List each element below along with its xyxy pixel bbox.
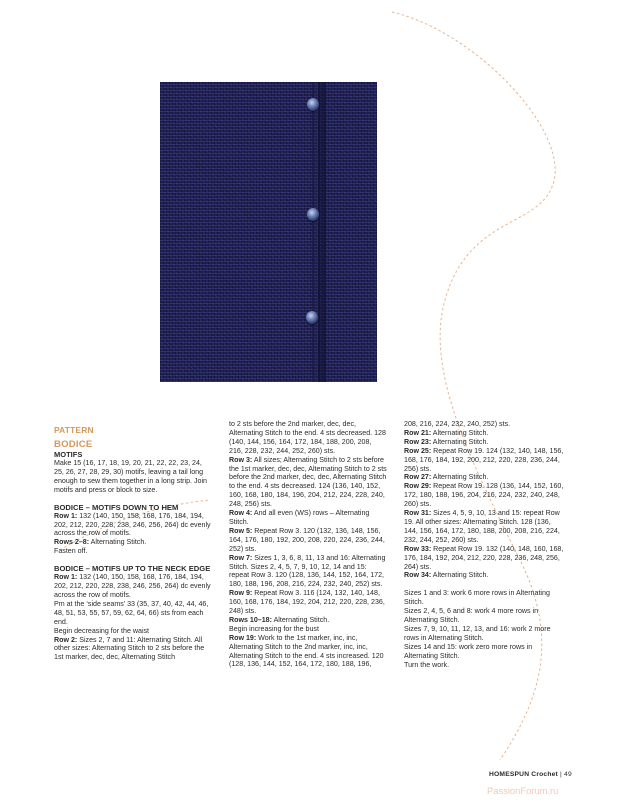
pattern-heading: PATTERN (54, 425, 94, 435)
row-33: Row 33: Repeat Row 19. 132 (140, 148, 160, 168, 176, 184, 192, 204, 212, 220, 228, 236, 248, 256, 264) sts. (404, 544, 564, 571)
row-27: Row 27: Alternating Stitch. (404, 473, 489, 482)
row-29: Row 29: Repeat Row 19. 128 (136, 144, 152, 160, 172, 180, 188, 196, 204, 216, 224, 232, 240, 248, 260) sts. (404, 482, 564, 509)
row-2: Row 2: Sizes 2, 7 and 11: Alternating Stitch. All other sizes: Alternating Stitch to 2 sts before the 1st marker, dec, dec, Alternating Stitch (54, 635, 205, 662)
row-19: Row 19: Work to the 1st marker, inc, inc, Alternating Stitch to the 2nd marker, inc, inc, Alternating Stitch to the end. 4 sts increased. 120 (128, 136, 144, 152, 164, 172, 180, 188, 196, (229, 633, 384, 669)
row-7: Row 7: Sizes 1, 3, 6, 8, 11, 13 and 16: Alternating Stitch. Sizes 2, 4, 5, 7, 9, 10, 12, 14 and 15: repeat Row 3. 120 (128, 136, 144, 152, 164, 172, 180, 188, 196, 208, 216, 224, 232, 240, 252) sts. (229, 553, 386, 589)
hem-rows-2-8: Rows 2–8: Alternating Stitch. (54, 538, 147, 547)
footer-separator: | (560, 771, 562, 778)
page-footer (489, 771, 572, 778)
sizes-7-16: Sizes 7, 9, 10, 11, 12, 13, and 16: work 2 more rows in Alternating Stitch. (404, 624, 551, 642)
sizes-1-3: Sizes 1 and 3: work 6 more rows in Alternating Stitch. (404, 589, 550, 607)
hem-heading: BODICE – MOTIFS DOWN TO HEM (54, 502, 179, 512)
sizes-14-15: Sizes 14 and 15: work zero more rows in Alternating Stitch. (404, 642, 533, 660)
button-middle (307, 208, 319, 221)
column-2 (229, 420, 387, 669)
turn-the-work: Turn the work. (404, 660, 450, 669)
neck-row-1: Row 1: 132 (140, 150, 158, 168, 176, 184, 194, 202, 212, 220, 228, 238, 246, 256, 264) dc evenly across the row of motifs. (54, 573, 211, 599)
hem-row-1: Row 1: 132 (140, 150, 158, 168, 176, 184, 194, 202, 212, 220, 228, 238, 246, 256, 264) dc evenly across the row of motifs. (54, 511, 211, 538)
row-34: Row 34: Alternating Stitch. (404, 571, 489, 580)
crochet-bodice-photo (160, 82, 377, 382)
row-21: Row 21: Alternating Stitch. (404, 428, 489, 437)
begin-decreasing: Begin decreasing for the waist (54, 626, 150, 635)
row-4: Row 4: And all even (WS) rows – Alternating Stitch. (229, 509, 370, 526)
row-2-continued: to 2 sts before the 2nd marker, dec, dec, Alternating Stitch to the end. 4 sts decreased. 128 (140, 144, 156, 164, 172, 184, 188, 200, 208, 216, 228, 232, 244, 252, 260) sts. (229, 420, 386, 455)
sizes-2-8: Sizes 2, 4, 5, 6 and 8: work 4 more rows in Alternating Stitch. (404, 607, 539, 625)
button-bottom (306, 311, 318, 324)
begin-increasing: Begin increasing for the bust (229, 624, 319, 633)
row-25: Row 25: Repeat Row 19. 124 (132, 140, 148, 156, 168, 176, 184, 192, 200, 212, 220, 228, 236, 244, 256) sts. (404, 446, 564, 473)
motifs-heading: MOTIFS (54, 450, 83, 459)
page-number: 49 (564, 771, 572, 778)
row-5: Row 5: Repeat Row 3. 120 (132, 136, 148, 156, 164, 176, 180, 192, 200, 208, 220, 224, 236, 244, 252) sts. (229, 526, 385, 553)
neck-heading: BODICE – MOTIFS UP TO THE NECK EDGE (54, 564, 211, 574)
watermark: PassionForum.ru (487, 785, 559, 796)
row-19-continued: 208, 216, 224, 232, 240, 252) sts. (404, 420, 511, 428)
placket-edge (318, 82, 320, 382)
column-3 (404, 420, 564, 669)
rows-10-18: Rows 10–18: Alternating Stitch. (229, 615, 330, 624)
button-top (307, 98, 319, 111)
motifs-text: Make 15 (16, 17, 18, 19, 20, 21, 22, 22, 23, 24, 25, 26, 27, 28, 29, 30) motifs, leaving a tail long enough to sew them together in a long strip. Join motifs and press or block to size. (54, 459, 208, 494)
row-3: Row 3: All sizes; Alternating Stitch to 2 sts before the 1st marker, dec, dec, Alternating Stitch to 2 sts before the 2nd marker, dec, dec, Alternating Stitch to the end. 4 sts decreased. 124 (136, 140, 152, 160, 168, 180, 184, 196, 204, 212, 224, 228, 240, 248, 256) sts. (229, 455, 387, 509)
bodice-heading: BODICE (54, 439, 93, 450)
row-9: Row 9: Repeat Row 3. 116 (124, 132, 140, 148, 160, 168, 176, 184, 192, 204, 212, 220, 228, 236, 248) sts. (229, 589, 385, 616)
column-1 (54, 425, 212, 662)
row-31: Row 31: Sizes 4, 5, 9, 10, 13 and 15: repeat Row 19. All other sizes: Alternating Stitch. 128 (136, 144, 156, 164, 172, 180, 188, 200, 208, 216, 224, 232, 244, 252, 260) sts. (404, 509, 560, 544)
side-seam-markers: Pm at the ‘side seams’ 33 (35, 37, 40, 42, 44, 46, 48, 51, 53, 55, 57, 59, 62, 64, 66) sts from each end. (54, 599, 209, 626)
fasten-off: Fasten off. (54, 547, 88, 556)
magazine-name: HOMESPUN Crochet (489, 771, 558, 778)
row-23: Row 23: Alternating Stitch. (404, 437, 489, 446)
